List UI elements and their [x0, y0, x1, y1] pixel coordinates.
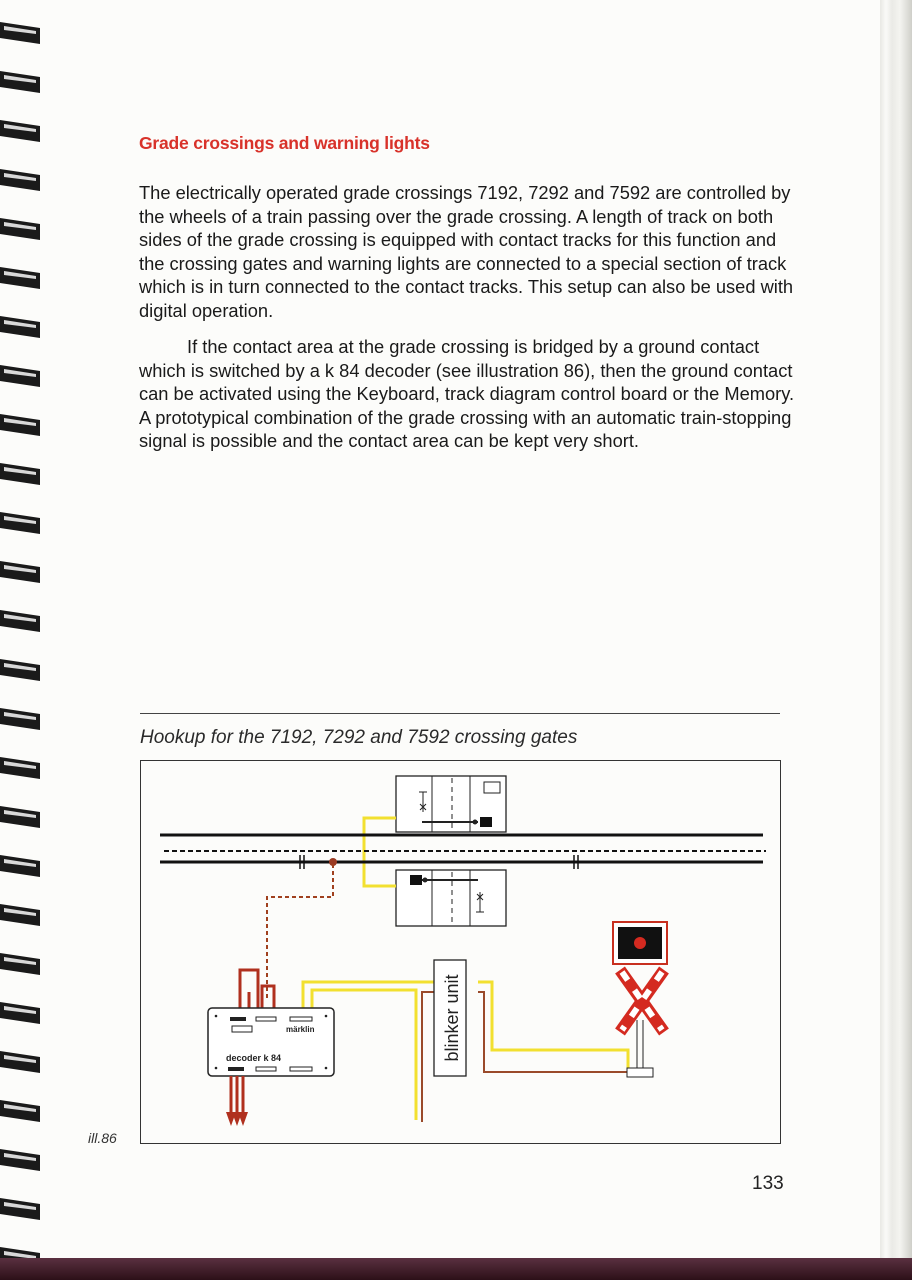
binding-coil — [0, 463, 40, 485]
decoder-label: decoder k 84 — [226, 1053, 282, 1063]
figure-label: ill.86 — [88, 1130, 117, 1146]
yellow-wire-1 — [303, 982, 440, 1008]
ground-contact-wire — [267, 864, 333, 1000]
binding-coil — [0, 71, 40, 93]
binding-coil — [0, 120, 40, 142]
blinker-unit — [434, 960, 466, 1076]
spiral-binding — [0, 0, 60, 1258]
decoder-output-arrows — [226, 1076, 248, 1126]
binding-coil — [0, 1247, 40, 1258]
binding-coil — [0, 708, 40, 730]
binding-coil — [0, 22, 40, 44]
binding-coil — [0, 806, 40, 828]
crossing-gate-bottom — [396, 870, 506, 926]
binding-coil — [0, 267, 40, 289]
decoder-brand: märklin — [286, 1025, 315, 1034]
binding-coil — [0, 169, 40, 191]
binding-coil — [0, 316, 40, 338]
binding-coil — [0, 561, 40, 583]
decoder-k84 — [208, 1008, 334, 1076]
binding-coil — [0, 218, 40, 240]
binding-coil — [0, 512, 40, 534]
binding-coil — [0, 953, 40, 975]
binding-coil — [0, 365, 40, 387]
binding-coil — [0, 904, 40, 926]
binding-coil — [0, 610, 40, 632]
section-heading: Grade crossings and warning lights — [139, 133, 430, 153]
binding-coil — [0, 757, 40, 779]
binding-coil — [0, 659, 40, 681]
binding-coil — [0, 1198, 40, 1220]
track — [160, 835, 766, 869]
paragraph-2: If the contact area at the grade crossing is bridged by a ground contact which is switched by a k 84 decoder (see illustration 86), then the ground contact can be activated using the Keyboard, track diagram control board or the Memory. A prototypical combination of the grade crossing with an automatic train-stopping signal is possible and the contact area can be kept very short. — [139, 336, 795, 452]
binding-coil — [0, 414, 40, 436]
binding-coil — [0, 1100, 40, 1122]
binding-coil — [0, 1051, 40, 1073]
brown-wire-2 — [478, 992, 628, 1072]
figure-caption: Hookup for the 7192, 7292 and 7592 crossing gates — [140, 727, 578, 748]
warning-light-signal — [613, 922, 667, 1077]
paragraph-1: The electrically operated grade crossings 7192, 7292 and 7592 are controlled by the wheels of a train passing over the grade crossing. A length of track on both sides of the grade crossing is equipped with contact tracks for this function and the crossing gates and warning lights are connected to a special section of track which is in turn connected to the contact tracks. This setup can also be used with digital operation. — [139, 182, 794, 321]
binding-coil — [0, 855, 40, 877]
page-edges — [880, 0, 912, 1258]
yellow-wire-3 — [478, 982, 628, 1072]
page-number: 133 — [752, 1173, 784, 1194]
crossing-gate-top — [396, 776, 506, 832]
background-surface — [0, 1258, 912, 1280]
binding-coil — [0, 1149, 40, 1171]
binding-coil — [0, 1002, 40, 1024]
caption-rule — [140, 713, 780, 714]
blinker-label: blinker unit — [442, 974, 462, 1062]
wiring-diagram — [140, 760, 782, 1146]
